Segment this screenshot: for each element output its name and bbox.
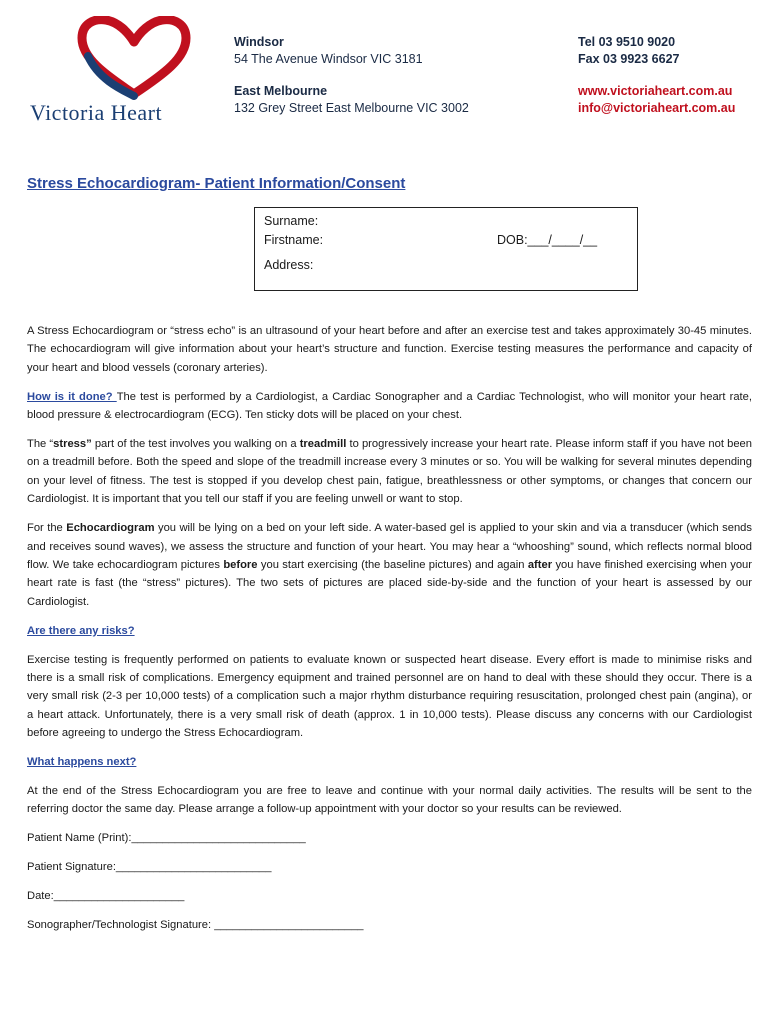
- location-address: 54 The Avenue Windsor VIC 3181: [234, 52, 423, 66]
- website-link[interactable]: www.victoriaheart.com.au: [578, 84, 733, 98]
- how-heading: How is it done?: [27, 390, 117, 403]
- document-title: Stress Echocardiogram- Patient Information/Consent: [27, 175, 406, 192]
- date-line[interactable]: Date:_____________________: [27, 890, 185, 903]
- fax-number: Fax 03 9923 6627: [578, 52, 680, 66]
- patient-signature-line[interactable]: Patient Signature:_________________________: [27, 861, 272, 874]
- location-name: East Melbourne: [234, 84, 328, 98]
- risks-heading: Are there any risks?: [27, 624, 135, 637]
- document-body: [27, 322, 752, 945]
- bold-run: treadmill: [299, 438, 347, 451]
- echo-paragraph: [27, 519, 752, 611]
- text-run: you start exercising (the baseline pictures) and again: [257, 558, 528, 571]
- sonographer-signature-line[interactable]: Sonographer/Technologist Signature: ________________________: [27, 919, 364, 932]
- text-run: The “: [27, 438, 54, 451]
- text-run: For the: [27, 522, 67, 535]
- brand-name: Victoria Heart: [30, 100, 163, 125]
- stress-paragraph: [27, 435, 752, 509]
- location-address: 132 Grey Street East Melbourne VIC 3002: [234, 101, 469, 115]
- text-run: to progressively increase your heart rate. Please inform staff if you have not been on a treadmill before. Both the speed and slope of the treadmill increase every 3 minutes or so. You will be walking for several minutes depending on your level of fitness. The test is stopped if you develop chest pain, fatigue, breathlessness or other symptoms, or changes that concern our Cardiologist. It is important that you tell our staff if you are feeling unwell or want to stop.: [27, 438, 752, 506]
- phone-number: Tel 03 9510 9020: [578, 35, 676, 49]
- victoria-heart-logo: [30, 16, 230, 128]
- intro-paragraph: A Stress Echocardiogram or “stress echo” is an ultrasound of your heart before and after an exercise test and takes approximately 30-45 minutes. The echocardiogram will give information about your heart’s structure and function. Exercise testing measures the performance and capacity of your heart and blood vessels (coronary arteries).: [27, 325, 752, 374]
- text-run: part of the test involves you walking on a: [91, 438, 300, 451]
- dob-field[interactable]: DOB:___/____/__: [497, 233, 598, 247]
- email-link[interactable]: info@victoriaheart.com.au: [578, 101, 736, 115]
- bold-run: Echocardiogram: [66, 522, 155, 535]
- contact-web-email: [578, 83, 735, 117]
- patient-name-line[interactable]: Patient Name (Print):____________________________: [27, 832, 306, 845]
- firstname-field[interactable]: Firstname:: [264, 233, 324, 247]
- address-field[interactable]: Address:: [264, 258, 314, 272]
- how-paragraph: [27, 388, 752, 425]
- risks-paragraph: Exercise testing is frequently performed on patients to evaluate known or suspected heart disease. Every effort is made to minimise risks and there is a small risk of complications. Emergency equipment and trained personnel are on hand to deal with these should they occur. There is a very small risk (2-3 per 10,000 tests) of a complication such a major rhythm disturbance requiring resuscitation, prolonged chest pain (angina), or a heart attack. Unfortunately, there is a very small risk of death (approx. 1 in 10,000 tests). Please discuss any concerns with our Cardiologist before agreeing to undergo the Stress Echocardiogram.: [27, 653, 752, 740]
- contact-phone-fax: [578, 34, 679, 68]
- how-text: The test is performed by a Cardiologist, a Cardiac Sonographer and a Cardiac Technologist, who will monitor your heart rate, blood pressure & electrocardiogram (ECG). Ten sticky dots will be placed on your chest.: [27, 390, 752, 422]
- location-windsor: [234, 34, 423, 68]
- bold-run: stress”: [53, 438, 92, 451]
- heart-logo-icon: [74, 16, 194, 100]
- next-paragraph: At the end of the Stress Echocardiogram you are free to leave and continue with your normal daily activities. The results will be sent to the referring doctor the same day. Please arrange a follow-up appointment with your doctor so your results can be reviewed.: [27, 785, 752, 816]
- patient-info-box: [254, 207, 638, 291]
- bold-run: before: [223, 558, 258, 571]
- text-run: you will be lying on a bed on your left side. A water-based gel is applied to your skin and via a transducer (which sends and receives sound waves), we assess the structure and function of your heart. You may hear a “whooshing” sound, which reflects normal blood flow. We take echocardiogram pictures: [27, 522, 752, 571]
- location-name: Windsor: [234, 35, 284, 49]
- bold-run: after: [527, 558, 553, 571]
- location-east-melbourne: [234, 83, 469, 117]
- next-heading: What happens next?: [27, 756, 137, 769]
- text-run: you have finished exercising when your heart rate is fast (the “stress” pictures). The two sets of pictures are placed side-by-side and the function of your heart is assessed by our Cardiologist.: [27, 558, 752, 608]
- surname-field[interactable]: Surname:: [264, 214, 319, 228]
